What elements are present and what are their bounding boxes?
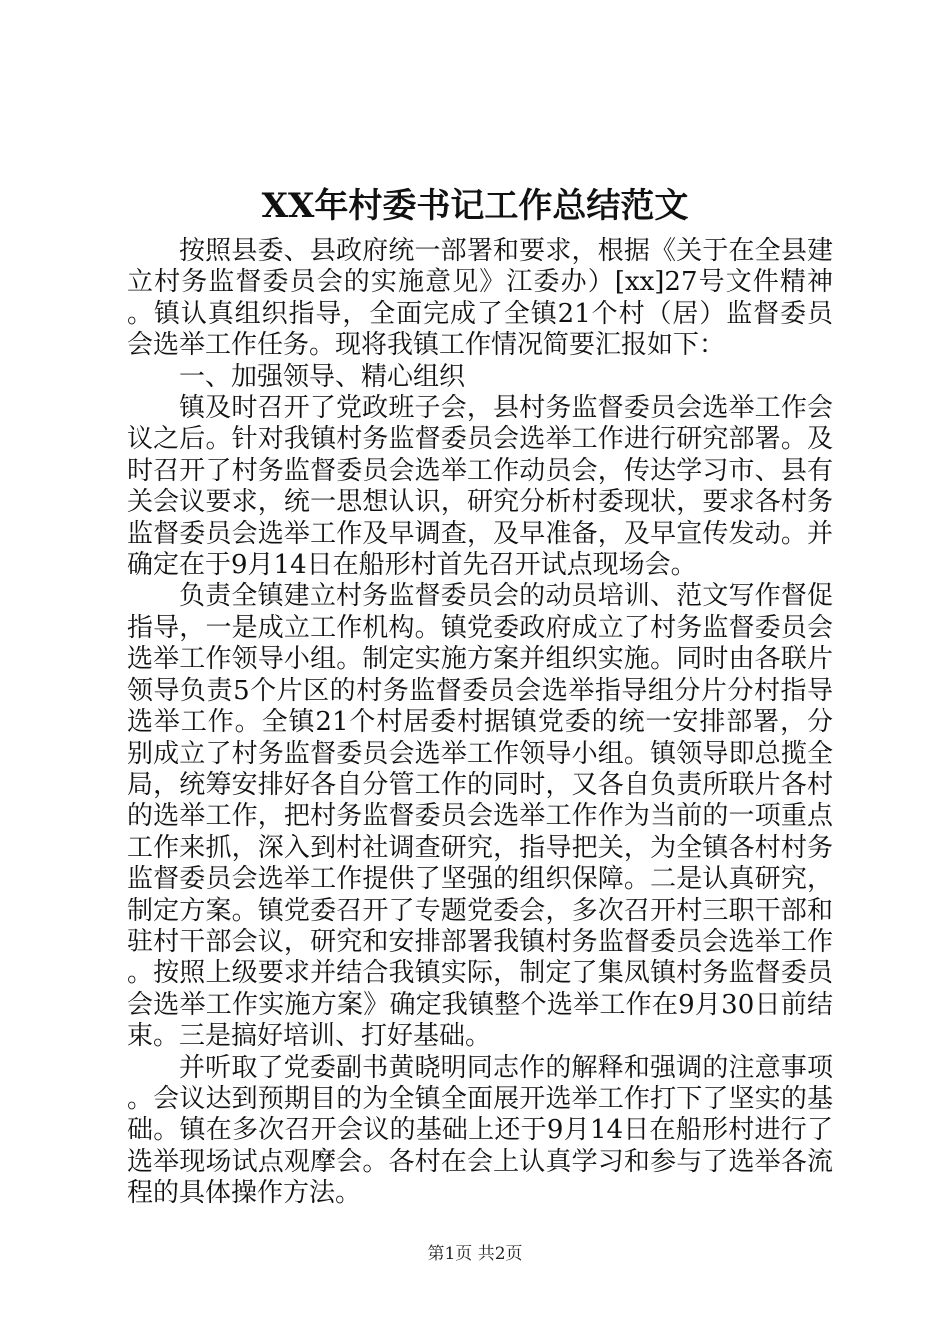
paragraph-pilot: 并听取了党委副书黄晓明同志作的解释和强调的注意事项。会议达到预期目的为全镇全面展开选举工作打下了坚实的基础。镇在多次召开会议的基础上还于9月14日在船形村进行了选举现场试点观摩会。各村在会上认真学习和参与了选举各流程的具体操作方法。 (127, 1052, 833, 1209)
paragraph-organization: 负责全镇建立村务监督委员会的动员培训、范文写作督促指导，一是成立工作机构。镇党委政府成立了村务监督委员会选举工作领导小组。制定实施方案并组织实施。同时由各联片领导负责5个片区的村务监督委员会选举指导组分片分村指导选举工作。全镇21个村居委村据镇党委的统一安排部署，分别成立了村务监督委员会选举工作领导小组。镇领导即总揽全局，统筹安排好各自分管工作的同时，又各自负责所联片各村的选举工作，把村务监督委员会选举工作作为当前的一项重点工作来抓，深入到村社调查研究，指导把关，为全镇各村村务监督委员会选举工作提供了坚强的组织保障。二是认真研究，制定方案。镇党委召开了专题党委会，多次召开村三职干部和驻村干部会议，研究和安排部署我镇村务监督委员会选举工作。按照上级要求并结合我镇实际，制定了集凤镇村务监督委员会选举工作实施方案》确定我镇整个选举工作在9月30日前结束。三是搞好培训、打好基础。 (127, 581, 833, 1052)
page-number-footer: 第1页 共2页 (427, 1244, 523, 1264)
document-body (127, 236, 833, 1210)
paragraph-meeting: 镇及时召开了党政班子会，县村务监督委员会选举工作会议之后。针对我镇村务监督委员会选举工作进行研究部署。及时召开了村务监督委员会选举工作动员会，传达学习市、县有关会议要求，统一思想认识，研究分析村委现状，要求各村务监督委员会选举工作及早调查，及早准备，及早宣传发动。并确定在于9月14日在船形村首先召开试点现场会。 (127, 393, 833, 581)
section-heading: 一、加强领导、精心组织 (179, 361, 466, 392)
document-title: XX年村委书记工作总结范文 (261, 186, 689, 226)
paragraph-intro: 按照县委、县政府统一部署和要求，根据《关于在全县建立村务监督委员会的实施意见》江委办）[xx]27号文件精神。镇认真组织指导，全面完成了全镇21个村（居）监督委员会选举工作任务。现将我镇工作情况简要汇报如下： (127, 236, 833, 361)
